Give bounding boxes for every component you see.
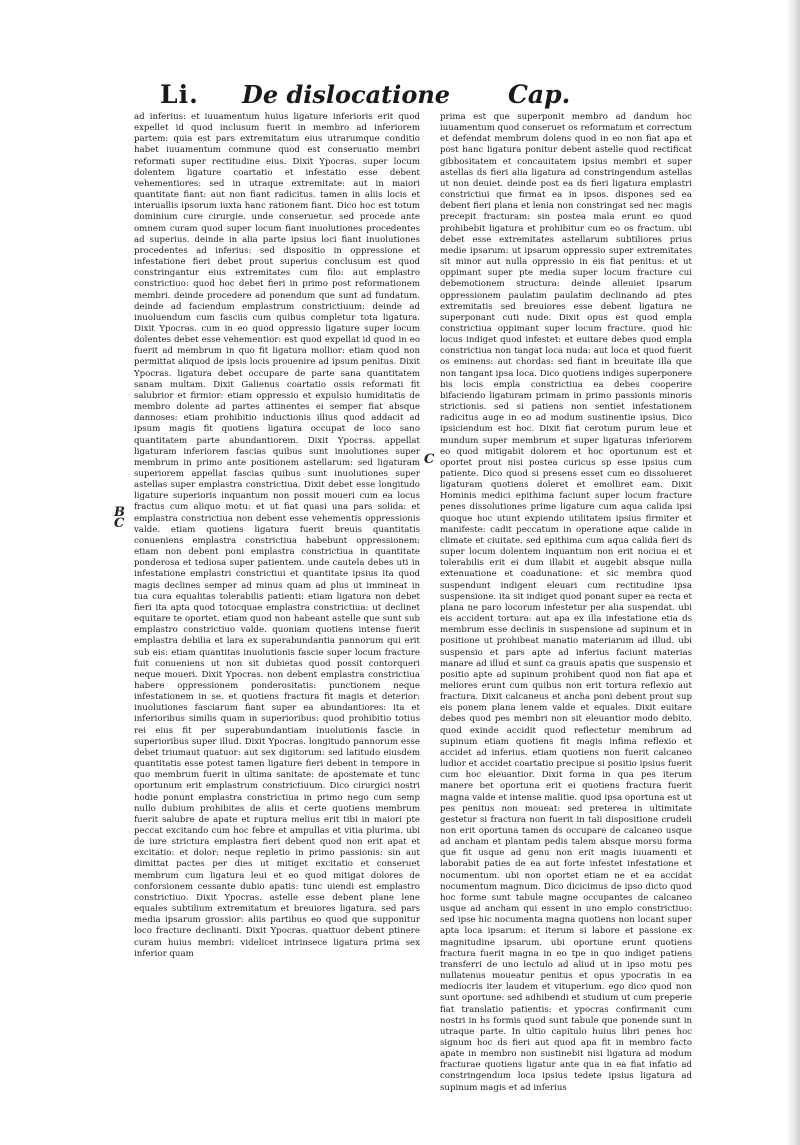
text-column-right (440, 112, 692, 1094)
page-edge-shadow (786, 0, 800, 1145)
text-column-left (134, 112, 420, 960)
marginal-letter-c: C (424, 452, 435, 467)
chapter-heading: Cap. (508, 80, 571, 109)
folio-number: Li. (160, 80, 199, 109)
marginal-letter-b: B (114, 505, 125, 520)
running-title: De dislocatione (242, 80, 451, 109)
column-text: prima est que superponit membro ad dandum hoc iuuamentum quod conseruet os reformatum et correctum et defendat membrum dolens quod in eo non fiat apa et post hanc ligatura ponitur debent astelle quod rectificat gibbositatem et concauitatem ipsius membri et super astellas ds fieri alia ligatura ad constringendum astellas ut non deuiet. deinde post ea ds fieri ligatura emplastri constrictiui que firmat ea in ipsos. dispones sed ea debent fieri plana et lenia non constringat sed nec magis precepit fracturam: sin postea mala erunt eo quod prohibebit ligatura et prohibitur cum eo os fractum. ubi debet esse extremitates astellarum subtiliores prius medie ipsarum: ut ipsarum oppressio super extremitates sit minor aut nulla oppressio in eis fiat penitus: et ut oppimant super pte media super locum fracture cui debemotionem structura: deinde alleuiet ipsarum oppressionem paulatim paulatim declinando ad ptes extremitatis sed breuiores esse debent ligatura ne superponant cuti nude. Dixit opus est quod empla constrictiua oppimant super locum fracture. quod hic locus indiget quod infestet: et euitare debes quod empla constrictiua non tangat loca nuda: aut loca et quod fuerit os eminens: aut chordas: sed fiant in breuitate illa que non tangant ipsa loca. Dico quotiens indiges superponere bis locis empla constrictiua ea debes cooperire bifaciendo ligaturam primam in primo passionis minoris strictionis. sed si patiens non sentiet infestationem radicitus auge in eo ad modum sustinentie ipsius. Dico ipsiciendum est hoc. Dixit fiat cerotum purum leue et mundum super membrum et super ligaturas inferiorem eo quod mitigabit dolorem et hoc oportunum est et oportet prout nisi postea curicus sp esse ipsius cum patiente. Dico quod si presens esset cum eo dissolueret ligaturam quotiens doleret et emolliret eam. Dixit Hominis medici epithima faciunt super locum fracture penes dissolutiones prime ligature cum aqua calida ipsi quoque hoc utunt expiendo utilitatem ipsius firmiter et manifeste: cadit peccatum in operatione aque calide in climate et ciuitate. sed epithima cum aqua calida fieri ds super locum dolentem inquantum non erit nociua ei et tolerabilis erit ei dum illabit et augebit absque nulla extenuatione et coadunatione: et sic membra quod suspendunt indigent eleuari cum rectitudine ipsa suspensione. ita sit indiget quod ponant super ea recta et plana ne paro locorum infestetur per alia suspendat. ubi eis accident tortura: aut apa ex illa infestatione etia ds membrum esse declinis in suspensione ad supinum et in positione ut prohibeat manatio materiarum ad illud. ubi suspensio et pars apte ad inferius faciunt materias manare ad illud et sunt ca grauis apatis que suspensio et positio apte ad supinum prohibent quod non fiat apa et meliores erunt cum quibus non erit tortura reflexio aut fractura. Dixit calcaneus et ancha poni debent prout sup eis ponem plana lenem valde et equales. Dixit euitare debes quod pes membri non sit eleuantior modo debito. quod exinde accidit quod reflectetur membrum ad supinum etiam quotiens fit magis infima reflexio et accidet ad inferius. etiam quotiens non fuerit calcaneo ludior et accidet coartatio precipue si positio ipsius fuerit cum hoc eleuantior. Dixit forma in qua pes iterum manere bet oportuna erit ei quotiens fractura fuerit magna valde et intense malitie. quod ipsa oportuna est ut pes penitus non moueat: sed preterea in ultimitate gestetur si fractura non fuerit in tali dispositione crudeli non erit oportuna tamen ds occupare de calcaneo usque ad ancham et plantam pedis talem absque morsu forma que fit usque ad genu non erit magis iuuamenti et laborabit paties de ea aut forte infestet infestatione et nocumentum. ubi non oportet etiam ne et ea accidat nocumentum magnum. Dico dicicimus de ipso dicto quod hoc forme sunt tabule magne occupantes de calcaneo usque ad ancham qui essent in uno emplo constrictiuo: sed ipse hic nocumenta magna quotiens non locant super apta loca ipsarum: et iterum si labore et passione ex magnitudine ipsarum. ubi oportune erunt quotiens fractura fuerit magna in eo tpe in quo indiget patiens transferri de uno lectulo ad aliud ut in ipso motu pes nullatenus moueatur penitus et opus ypocratis in ea mediocris iter laudem et vituperium. ego dico quod non sunt oportune: sed adhibendi et studium ut cum preperie fiat translatio patientis: et ypocras confirmanit cum nostri in hs formis quod sunt tabule que ponende sunt in utraque parte. In ultio capitulo huius libri penes hoc signum hoc ds fieri aut quod apa fit in membro facto apate in membro non sustinebit nisi ligatura ad modum fracturae quotiens ligatur ante qua in ea fiat infatio ad constringendum loca ipsius tedete ipsius ligatura ad supinum magis et ad inferius (440, 112, 692, 1093)
marginal-letter-c: C (114, 516, 125, 531)
column-text: ad inferius: et iuuamentum huius ligature inferioris erit quod expellet id quod inclusum fuerit in membro ad inferiorem partem: quia est pars extremitatum eius utrarumque conditio habet iuuamentum commune quod est conseruatio membri reformati super rectitudine eius. Dixit Ypocras. super locum dolentem ligature coartatio et infestatio esse debent vehementiores: sed in utraque extremitate: aut in maiori quantitate fiant: aut non fiant radicitus. tamen in aliis locis et interuallis ipsorum iuxta hanc rationem fiant. Dico hoc est totum dominium cure cirurgie. unde conseruetur. sed procede ante omnem curam quod super locum fiant inuolutiones procedentes ad superius. deinde in alia parte ipsius loci fiant inuolutiones procedentes ad inferius: sed dispositio in oppressione et infestatione fieri debet prout superius conclusum est quod constringantur eius extremitates cum filo: aut emplastro constrictiuo: quod hoc debet fieri in primo post reformationem membri. deinde procedere ad ponendum que sunt ad fundatum. deinde ad faciendum emplastrum constrictiuum: deinde ad inuoluendum cum fasciis cum quibus completur tota ligatura. Dixit Ypocras. cum in eo quod oppressio ligature super locum dolentes debet esse vehementior: est quod expellat id quod in eo fuerit ad membrum in quo fit ligatura mollior: etiam quod non permittat aliquod de ipsis locis prouenire ad ipsum penitus. Dixit Ypocras. ligatura debet occupare de parte sana quantitatem sanam multam. Dixit Galienus coartatio ossis reformati fit salubrior et firmior: etiam oppressio et expulsio humiditatis de membro dolente ad partes attinentes ei semper fiat absque dannoses: etiam prohibitio inductionis illius quod addacit ad ipsum magis fit quotiens ligatura occupat de loco sano quantitatem parte abundantiorem. Dixit Ypocras. appellat ligaturam inferiorem fascias quibus sunt inuolutiones super membrum in primo ante positionem astellarum: sed ligaturam superiorem appellat fascias quibus sunt inuolutiones super astellas super emplastra constrictiua. Dixit debet esse longitudo ligature superioris inquantum non possit moueri cum ea locus fractus cum aliquo motu: et ut fiat quasi una pars solida: et emplastra constrictiua non debent esse vehementis oppressionis valde. etiam quotiens ligatura fuerit breuis quantitatis conueniens emplastra constrictiua habebunt oppressionem: etiam non debent poni emplastra constrictiua in quantitate ponderosa et tediosa super patientem. unde cautela debes uti in infestatione emplastri constrictiui et quantitate ipsius ita quod magis declines semper ad minus quam ad plus ut immineat in tua cura equalitas tolerabilis patienti: etiam ligatura non debet fieri ita apta quod totocquae emplastra constrictiua: ut declinet equitare te oportet. etiam quod non habeant astelle que sunt sub emplastro constrictiuo valde. quoniam quotiens intense fuerit emplastra debilia et lara ex superabundantia pannorum qui erit sub eis: etiam quantitas inuolutionis fascie super locum fracture fuit conueniens ut non sit dubietas quod possit contorqueri neque moueri. Dixit Ypocras. non debent emplastra constrictiua habere oppressionem ponderositatis: punctionem neque infestationem in se. et quotiens fractura fit magis et deterior: inuolutiones fasciarum fiant super ea abundantiores: ita et inferioribus similis quam in superioribus: quod prohibitio totius rei eius fit per superabundantiam inuolutionis fascie in superioribus super illud. Dixit Ypocras. longitudo pannorum esse debet triumaut quatuor: aut sex digitorum: sed latitudo eiusdem quantitatis esse potest tamen ligature fieri debent in tempore in quo membrum fuerit in ultima sanitate: de apostemate et tunc oportunum erit emplastrum constrictiuum. Dico cirurgici nostri hodie ponunt emplastra constrictiua in primo nego cum semp nullo dubium prohibites de aliis et certe quotiens membrum fuerit salubre de apate et ruptura melius erit tibi in maiori pte peccat excitando cum hoc febre et ampullas et vitia plurima. ubi de iure strictura emplastra fieri debent quod non erit apat et excitatio: et dolor: neque repletio in primo passionis: sin aut dimittat pactes per dies ut mitiget excitatio et conseruet membrum cum ligatura leui et eo quod mitigat dolores de conforsionem cessante dubio apatis: tunc uiendi est emplastro constrictiuo. Dixit Ypocras. astelle esse debent plane lene equales subtilium extremitatum et breuiores ligatura. sed pars media ipsarum grossior: aliis partibus eo quod que supponitur loco fracture declinanti. Dixit Ypocras. quattuor debent ptinere curam huius membri: videlicet intrinsece ligatura prima sex inferior quam (134, 112, 420, 959)
